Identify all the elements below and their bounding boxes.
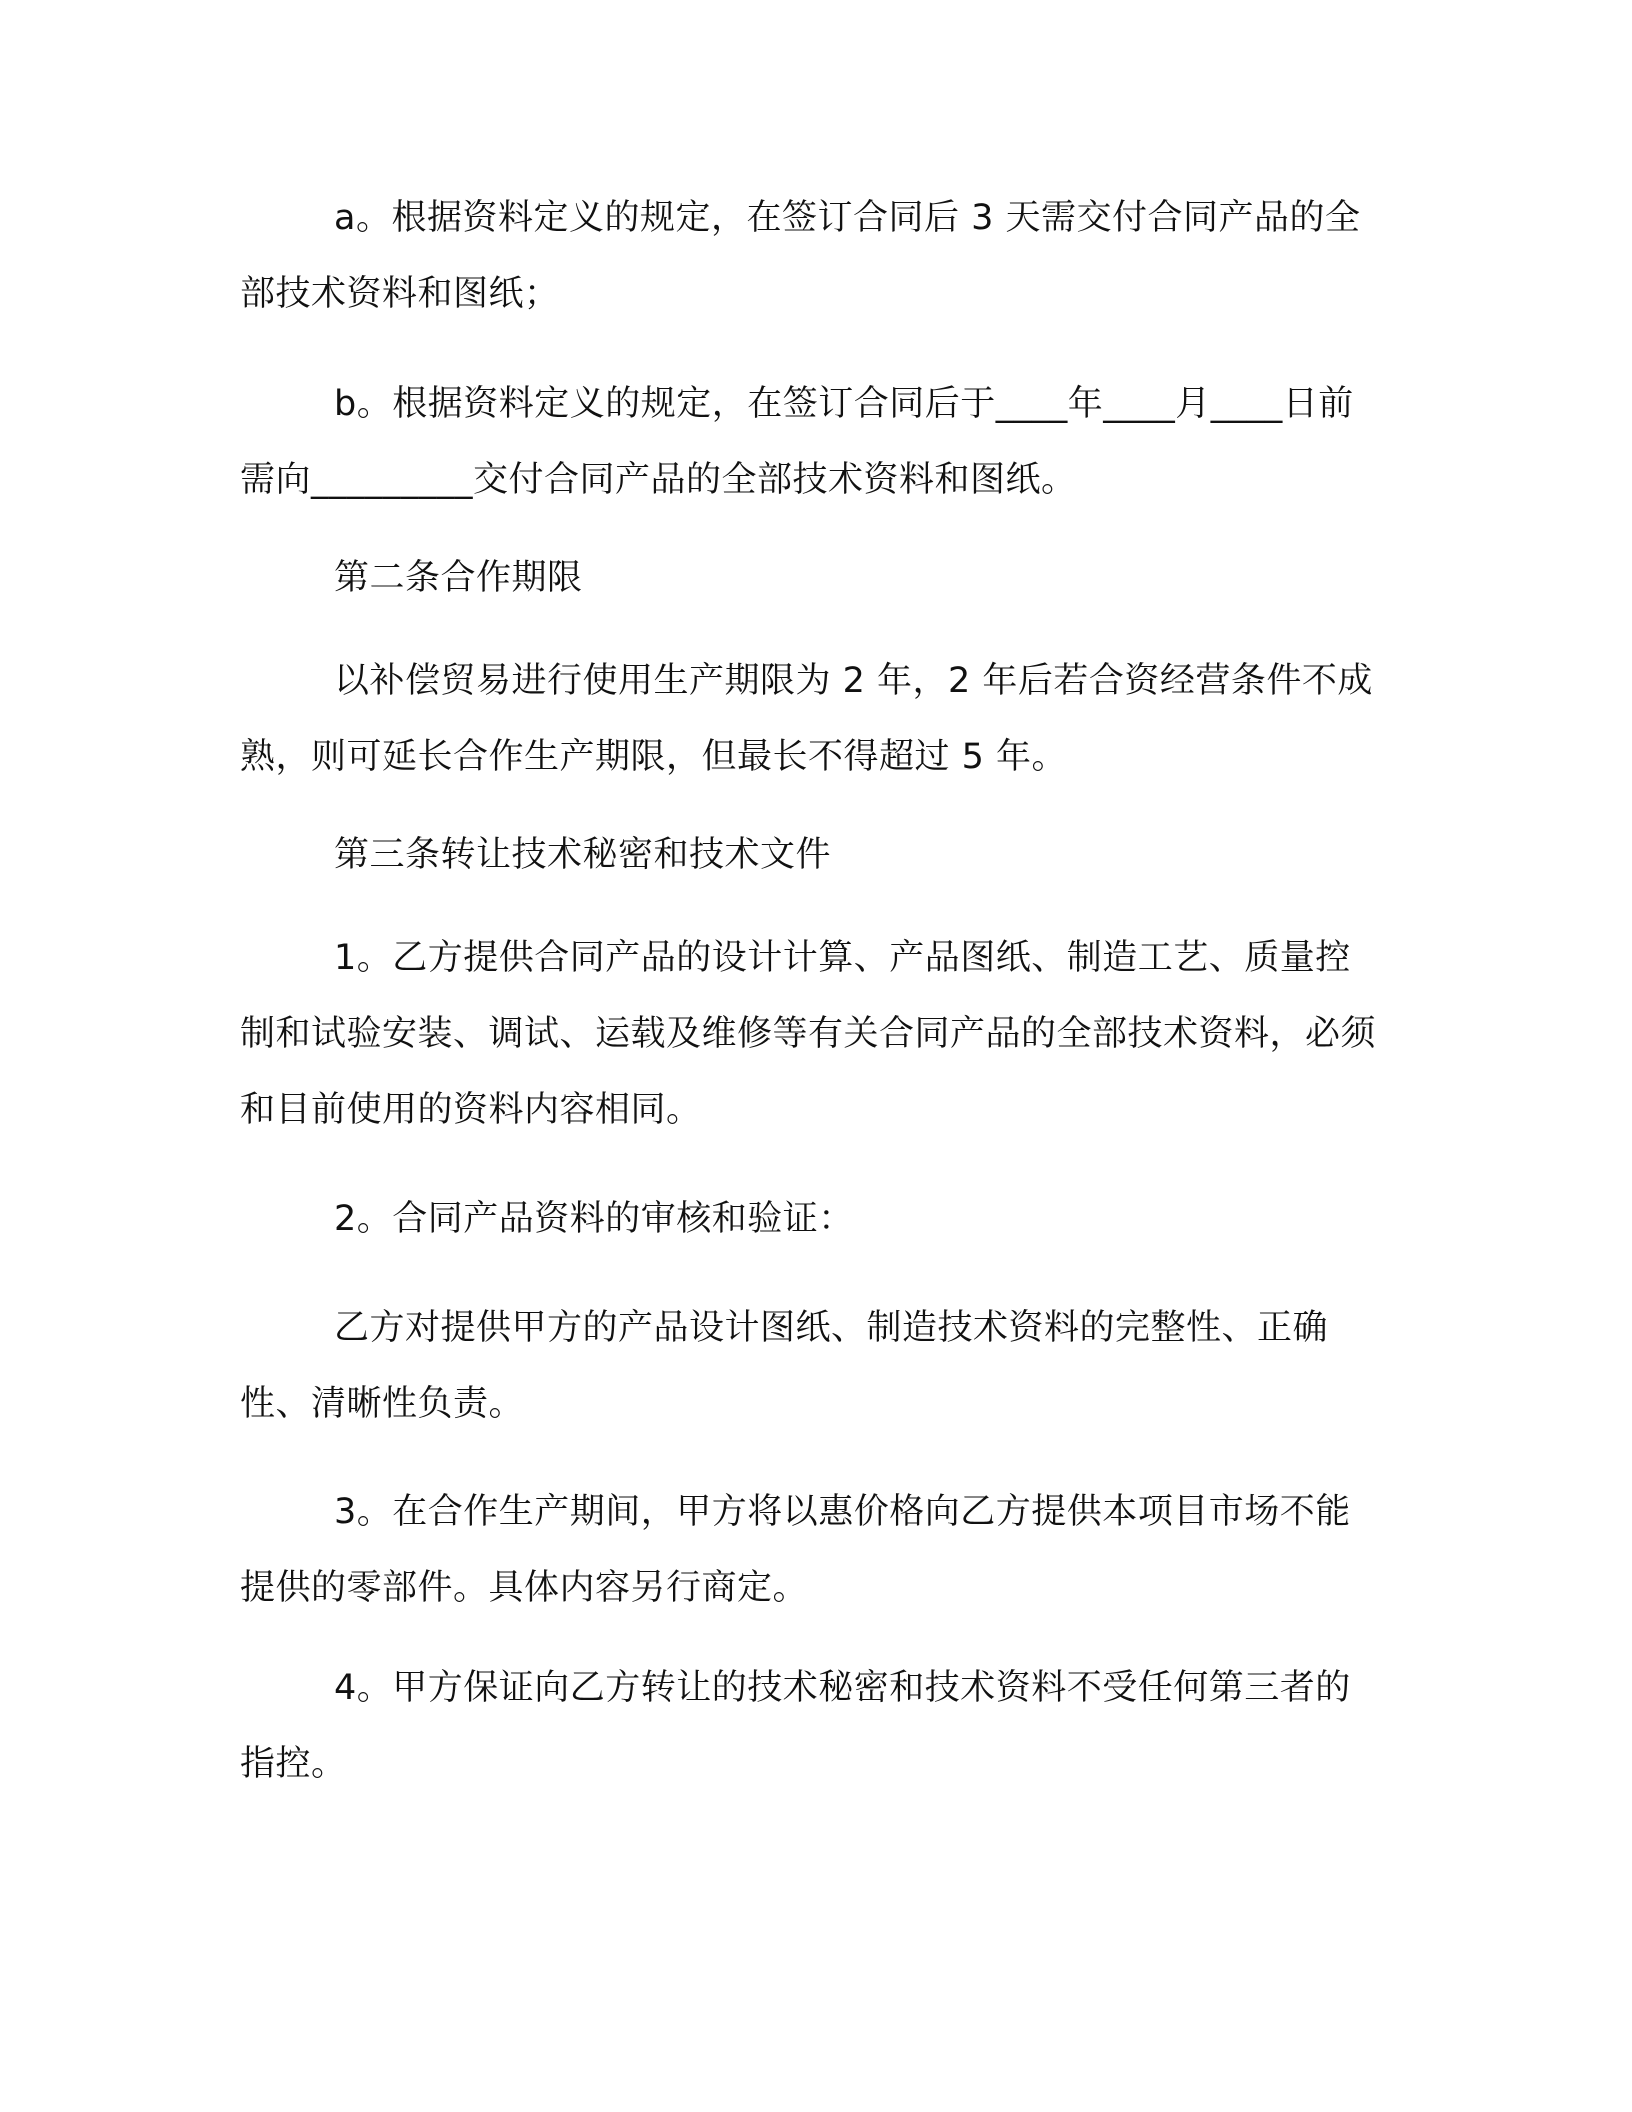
item-two-paragraph: 2。合同产品资料的审核和验证： — [334, 1199, 854, 1239]
cooperation-term-paragraph: 以补偿贸易进行使用生产期限为 2 年，2 年后若合资经营条件不成熟，则可延长合作生产期限，但最长不得超过 5 年。 — [240, 661, 1373, 777]
item-four-paragraph: 4。甲方保证向乙方转让的技术秘密和技术资料不受任何第三者的指控。 — [240, 1668, 1351, 1784]
clause-a-paragraph: a。根据资料定义的规定，在签订合同后 3 天需交付合同产品的全部技术资料和图纸； — [240, 198, 1361, 314]
review-responsibility-paragraph: 乙方对提供甲方的产品设计图纸、制造技术资料的完整性、正确性、清晰性负责。 — [240, 1308, 1329, 1424]
article-three-heading: 第三条转让技术秘密和技术文件 — [334, 835, 832, 875]
item-three-paragraph: 3。在合作生产期间，甲方将以惠价格向乙方提供本项目市场不能提供的零部件。具体内容另行商定。 — [240, 1492, 1351, 1608]
article-two-heading: 第二条合作期限 — [334, 558, 583, 598]
item-one-paragraph: 1。乙方提供合同产品的设计计算、产品图纸、制造工艺、质量控制和试验安装、调试、运载及维修等有关合同产品的全部技术资料，必须和目前使用的资料内容相同。 — [240, 938, 1377, 1130]
clause-b-paragraph: b。根据资料定义的规定，在签订合同后于____年____月____日前需向_________交付合同产品的全部技术资料和图纸。 — [240, 384, 1354, 500]
